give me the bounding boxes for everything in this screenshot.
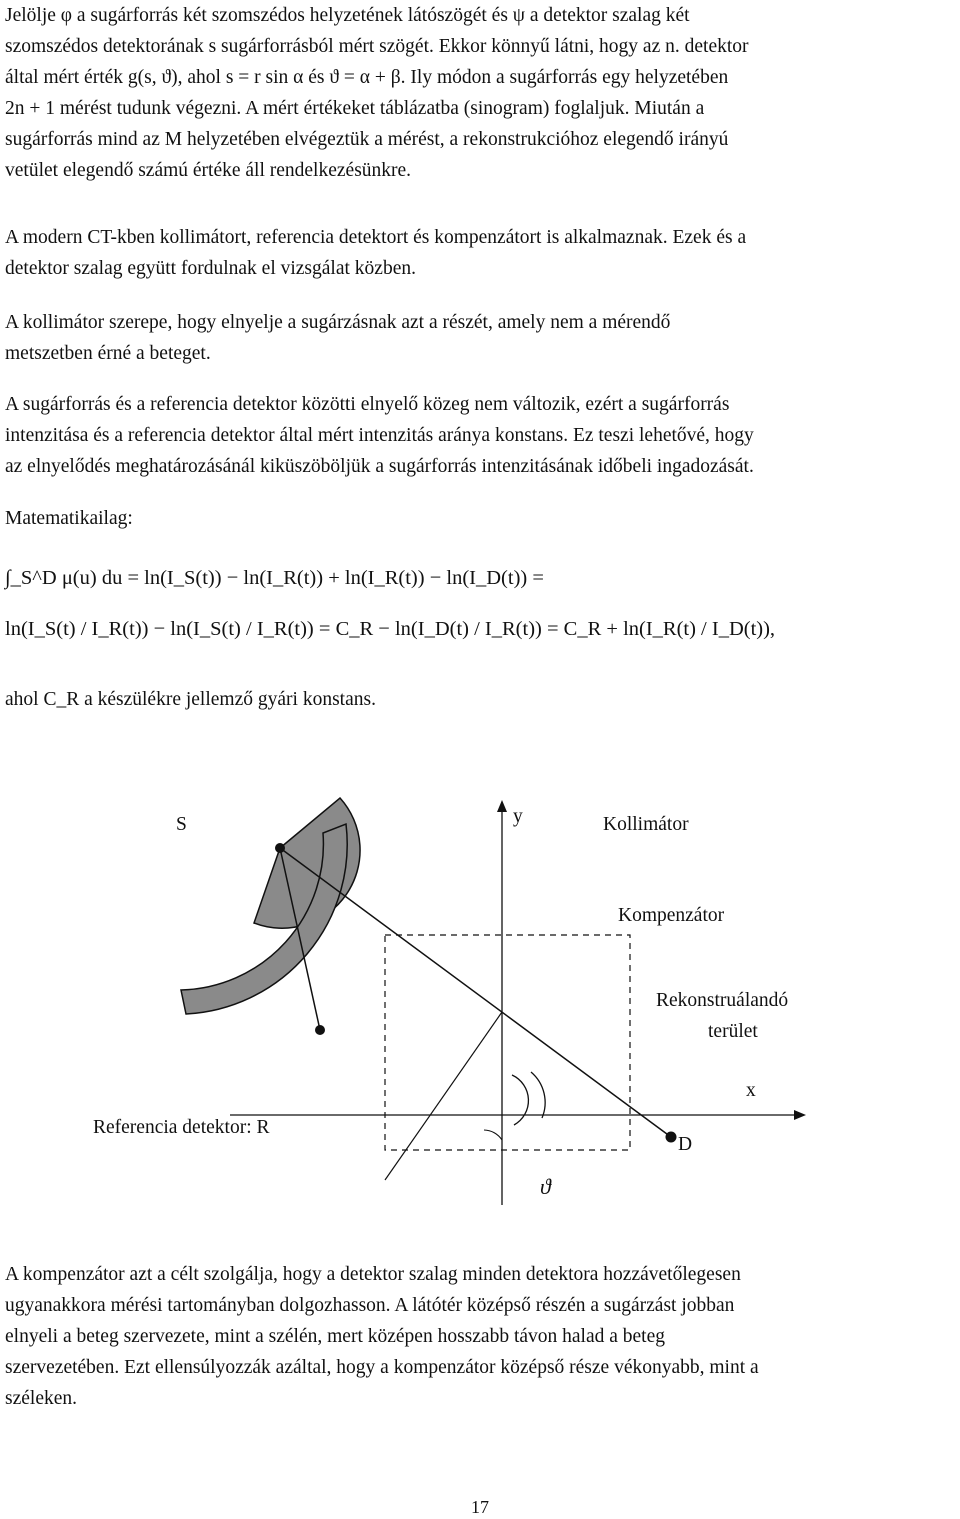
ray-source-detector <box>280 848 671 1137</box>
label-detector: D <box>678 1134 693 1155</box>
text-line: által mért érték g(s, ϑ), ahol s = r sin α és ϑ = α + β. Ily módon a sugárforrás egy helyzetében <box>5 67 729 88</box>
label-reconstruct-1: Rekonstruálandó <box>656 990 789 1011</box>
paragraph-geometry <box>5 0 955 186</box>
label-collimator: Kollimátor <box>603 814 689 835</box>
label-reconstruct-2: terület <box>708 1021 758 1042</box>
detector-point <box>666 1132 677 1143</box>
text-line: elnyeli a beteg szervezete, mint a szélén, mert középen hosszabb távon halad a beteg <box>5 1326 666 1347</box>
text-line: szervezetében. Ezt ellensúlyozzák azáltal, hogy a kompenzátor középső része vékonyabb, mint a <box>5 1357 759 1378</box>
text-line: A sugárforrás és a referencia detektor közötti elnyelő közeg nem változik, ezért a sugárforrás <box>5 394 730 415</box>
text-line: ahol C_R a készülékre jellemző gyári konstans. <box>5 689 376 710</box>
text-line: A modern CT-kben kollimátort, referencia detektort és kompenzátort is alkalmaznak. Ezek és a <box>5 227 747 248</box>
paragraph-matematikailag <box>5 503 955 534</box>
x-axis-arrow <box>794 1110 806 1120</box>
label-source: S <box>176 814 187 835</box>
text-line: az elnyelődés meghatározásánál kiküszöböljük a sugárforrás intenzitásának időbeli ingadozását. <box>5 456 754 477</box>
label-reference-detector: Referencia detektor: R <box>93 1117 270 1138</box>
equation-line-1: ∫_S^D μ(u) du = ln(I_S(t)) − ln(I_R(t)) + ln(I_R(t)) − ln(I_D(t)) = <box>5 567 544 589</box>
text-line: detektor szalag együtt fordulnak el vizsgálat közben. <box>5 258 416 279</box>
reference-detector-point <box>315 1025 325 1035</box>
source-point <box>275 843 285 853</box>
paragraph-ahol <box>5 684 955 715</box>
detector-arc <box>531 1072 545 1118</box>
paragraph-compensator <box>5 1259 955 1414</box>
ct-geometry-diagram <box>0 780 960 1210</box>
y-axis-arrow <box>497 800 507 812</box>
paragraph-reference-detector <box>5 389 955 482</box>
text-line: szomszédos detektorának s sugárforrásból mért szögét. Ekkor könnyű látni, hogy az n. detektor <box>5 36 749 57</box>
page-number: 17 <box>471 1497 489 1517</box>
perpendicular-line <box>385 1012 502 1180</box>
label-angle: ϑ <box>540 1174 551 1199</box>
paragraph-modern-ct <box>5 222 955 284</box>
text-line: A kollimátor szerepe, hogy elnyelje a sugárzásnak azt a részét, amely nem a mérendő <box>5 312 671 333</box>
label-x-axis: x <box>746 1080 756 1101</box>
text-line: vetület elegendő számú értéke áll rendelkezésünkre. <box>5 160 412 181</box>
text-line: ugyanakkora mérési tartományban dolgozhasson. A látótér középső részén a sugárzást jobban <box>5 1295 735 1316</box>
text-line: széleken. <box>5 1388 78 1409</box>
label-compensator: Kompenzátor <box>618 905 725 926</box>
equation-line-2: ln(I_S(t) / I_R(t)) − ln(I_S(t) / I_R(t)) = C_R − ln(I_D(t) / I_R(t)) = C_R + ln(I_R(t) / I_D(t)), <box>5 618 776 640</box>
text-line: sugárforrás mind az M helyzetében elvégeztük a mérést, a rekonstrukcióhoz elegendő irányú <box>5 129 729 150</box>
text-line: metszetben érné a beteget. <box>5 343 211 364</box>
text-line: Matematikailag: <box>5 508 133 529</box>
text-line: 2n + 1 mérést tudunk végezni. A mért értékeket táblázatba (sinogram) foglaljuk. Miután a <box>5 98 705 119</box>
label-y-axis: y <box>513 806 523 827</box>
compensator-arc <box>512 1075 528 1125</box>
reconstruction-region <box>385 935 630 1150</box>
paragraph-collimator <box>5 307 955 369</box>
text-line: A kompenzátor azt a célt szolgálja, hogy a detektor szalag minden detektora hozzávetőlegesen <box>5 1264 741 1285</box>
text-line: Jelölje φ a sugárforrás két szomszédos helyzetének látószögét és ψ a detektor szalag két <box>5 5 690 26</box>
angle-arc <box>484 1130 502 1140</box>
text-line: intenzitása és a referencia detektor által mért intenzitás aránya konstans. Ez teszi lehetővé, hogy <box>5 425 754 446</box>
